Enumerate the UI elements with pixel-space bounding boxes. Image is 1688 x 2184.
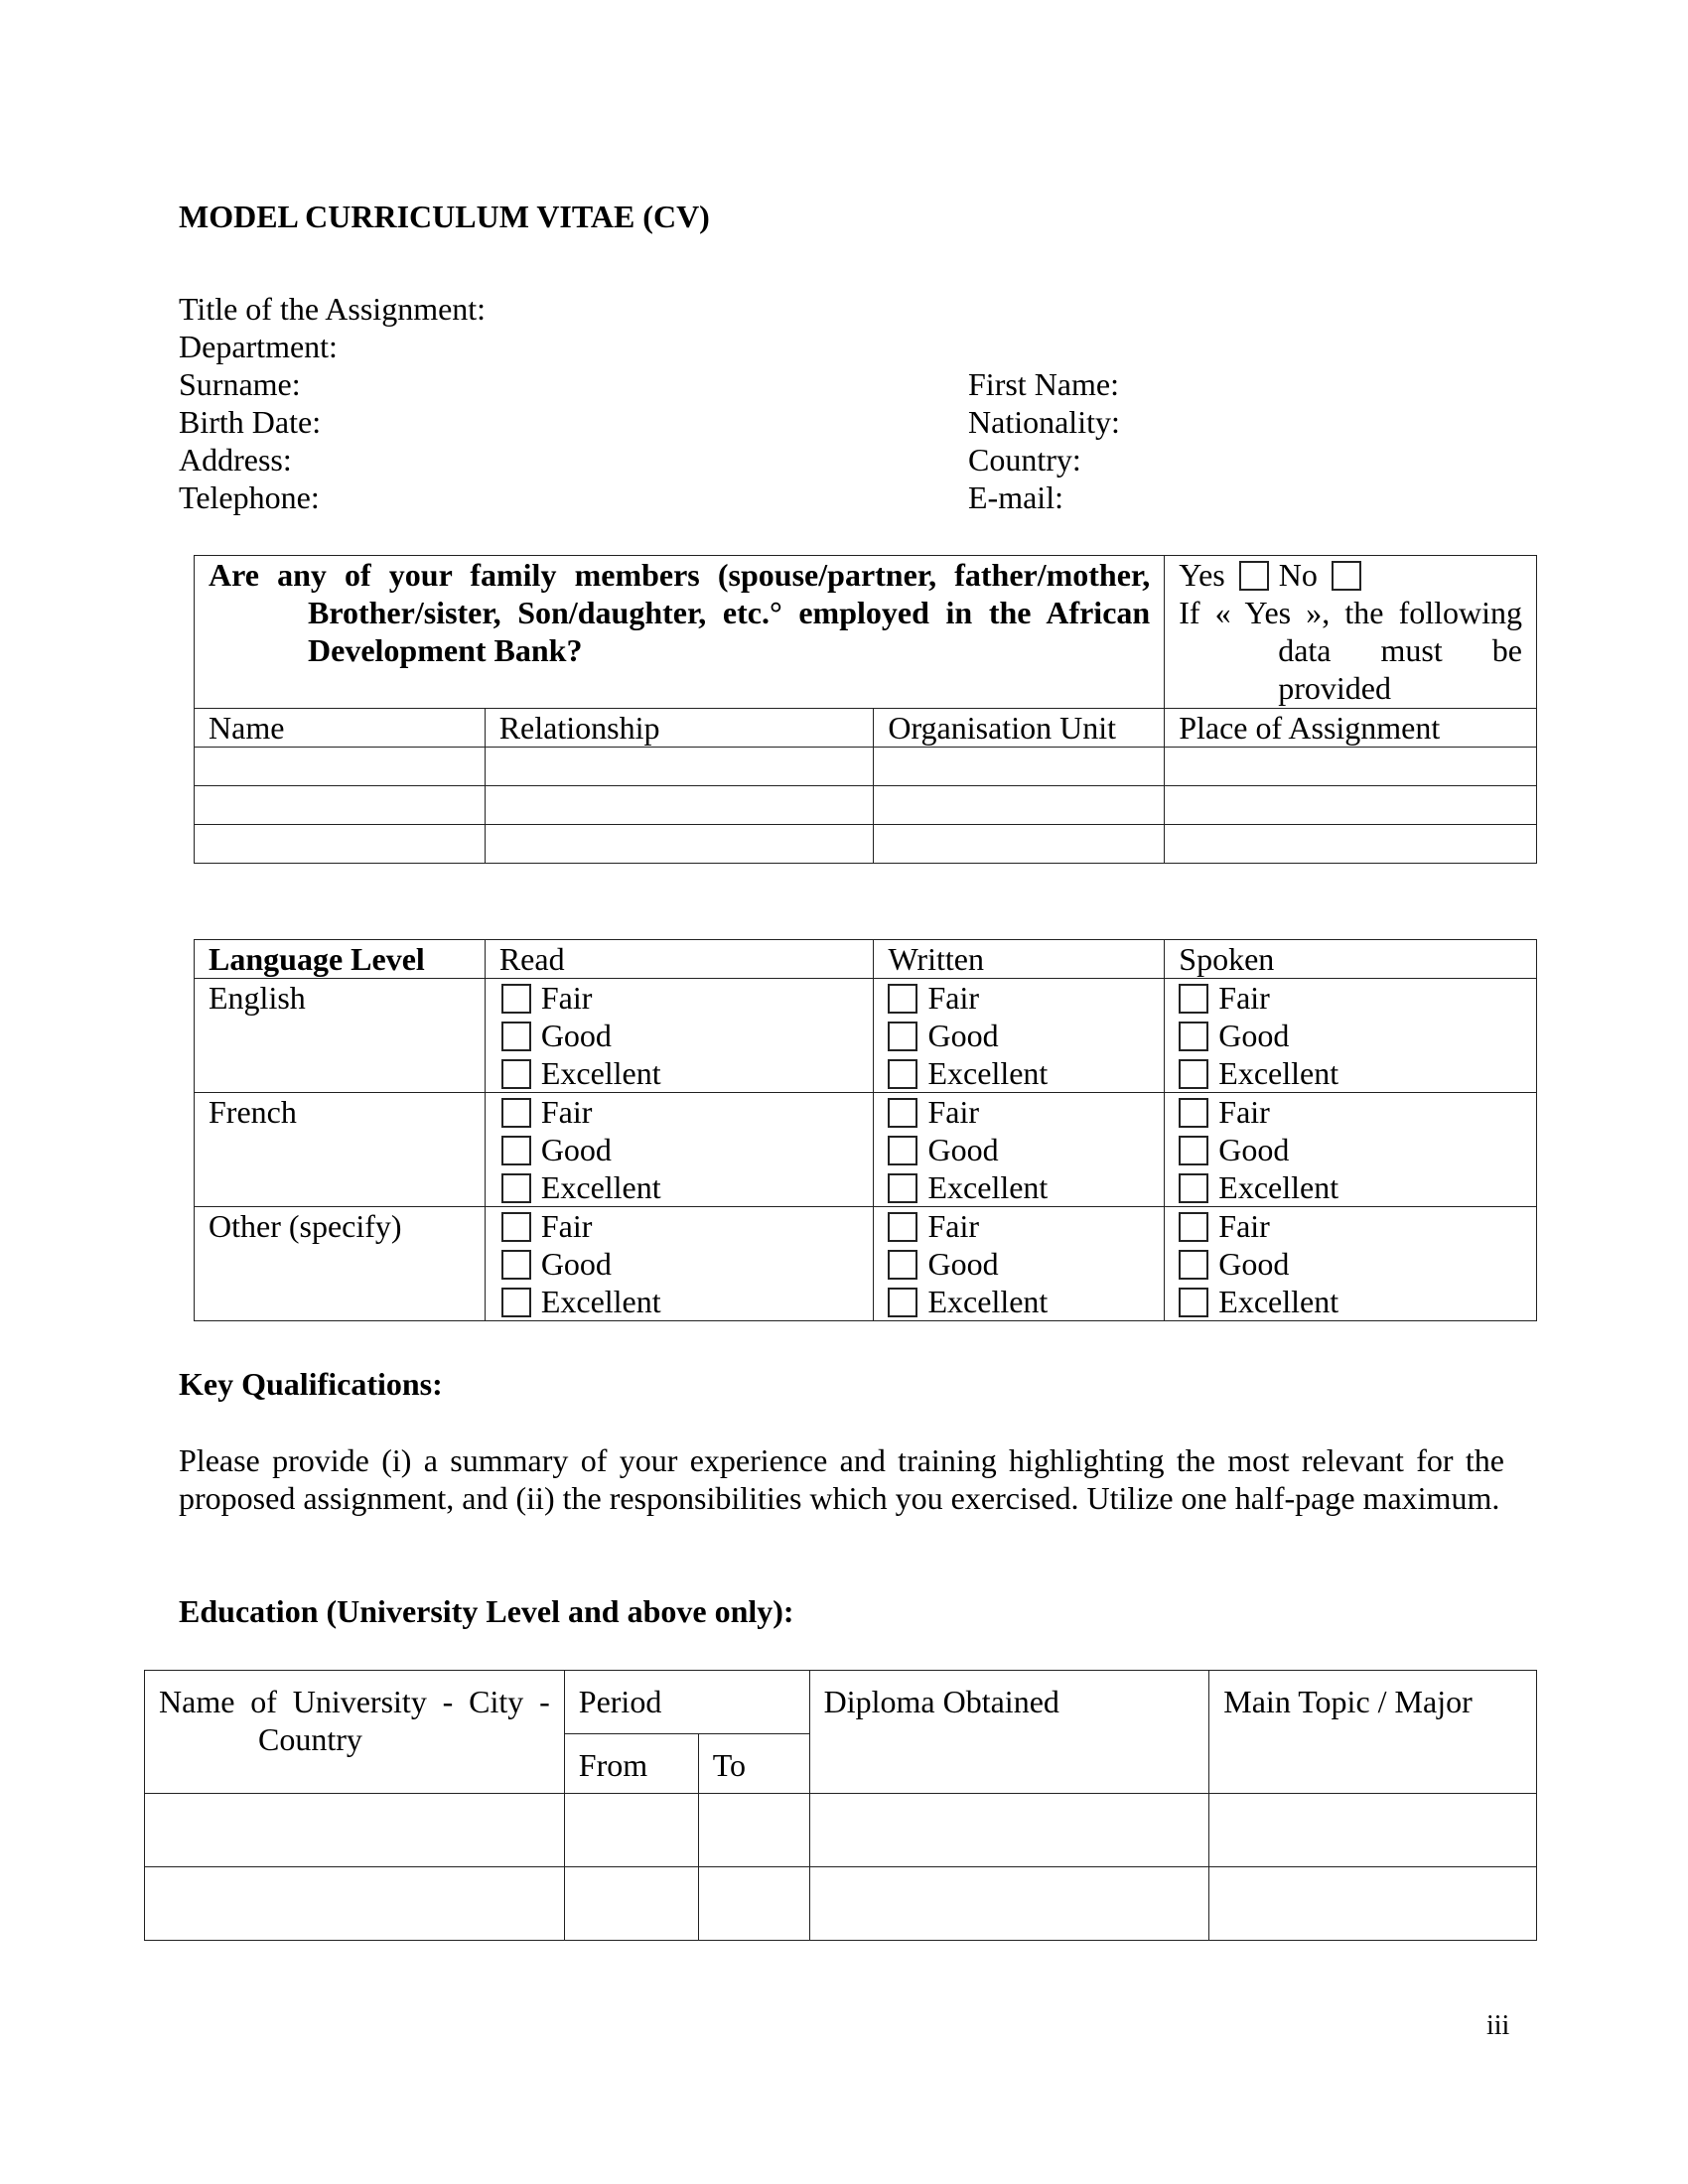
option-good: Good [1218,1132,1290,1167]
option-excellent: Excellent [927,1284,1049,1319]
family-table [194,555,1537,864]
option-fair: Fair [540,980,593,1016]
option-good: Good [540,1018,612,1053]
language-header-read: Read [485,940,874,979]
email-label: E-mail: [968,479,1063,515]
checkbox[interactable] [888,1059,917,1089]
option-good: Good [540,1246,612,1282]
option-good: Good [1218,1018,1290,1053]
family-cell[interactable] [485,825,874,864]
checkbox[interactable] [501,1250,531,1280]
language-name: Other (specify) [195,1207,486,1321]
family-cell[interactable] [195,825,486,864]
option-excellent: Excellent [540,1284,661,1319]
family-cell[interactable] [485,748,874,786]
checkbox[interactable] [501,1136,531,1165]
language-row-french [195,1093,1537,1207]
birth-date-label: Birth Date: [179,404,322,440]
education-table [144,1670,1537,1941]
family-cell[interactable] [874,786,1165,825]
edu-header-major: Main Topic / Major [1209,1671,1537,1794]
edu-cell[interactable] [145,1794,565,1867]
yes-checkbox[interactable] [1239,561,1269,591]
family-row [195,786,1537,825]
option-good: Good [927,1018,999,1053]
family-cell[interactable] [1165,786,1537,825]
edu-cell[interactable] [564,1867,698,1941]
checkbox[interactable] [1179,1136,1208,1165]
checkbox[interactable] [1179,1173,1208,1203]
edu-cell[interactable] [698,1867,809,1941]
checkbox[interactable] [888,1212,917,1242]
language-header-written: Written [874,940,1165,979]
checkbox[interactable] [888,1250,917,1280]
if-yes-line1: If « Yes », the following [1179,595,1522,630]
telephone-label: Telephone: [179,479,320,515]
option-good: Good [927,1246,999,1282]
checkbox[interactable] [501,1059,531,1089]
language-header-spoken: Spoken [1165,940,1537,979]
option-good: Good [927,1132,999,1167]
nationality-label: Nationality: [968,404,1120,440]
option-excellent: Excellent [1218,1284,1339,1319]
page-title: MODEL CURRICULUM VITAE (CV) [179,199,710,234]
country-label: Country: [968,442,1081,478]
edu-cell[interactable] [145,1867,565,1941]
option-excellent: Excellent [540,1169,661,1205]
language-name: English [195,979,486,1093]
checkbox[interactable] [888,1288,917,1317]
option-excellent: Excellent [927,1169,1049,1205]
family-header-name: Name [195,709,486,748]
no-label: No [1278,557,1318,593]
edu-header-university [145,1671,565,1794]
edu-header-university-line1: Name of University - City - [159,1684,550,1719]
checkbox[interactable] [888,1136,917,1165]
checkbox[interactable] [1179,1059,1208,1089]
edu-header-diploma: Diploma Obtained [809,1671,1209,1794]
checkbox[interactable] [501,1173,531,1203]
option-excellent: Excellent [540,1055,661,1091]
edu-cell[interactable] [809,1794,1209,1867]
checkbox[interactable] [888,1098,917,1128]
checkbox[interactable] [888,984,917,1014]
option-excellent: Excellent [1218,1169,1339,1205]
option-excellent: Excellent [927,1055,1049,1091]
family-cell[interactable] [195,748,486,786]
edu-header-university-line2: Country [258,1721,362,1757]
checkbox[interactable] [888,1173,917,1203]
family-cell[interactable] [1165,825,1537,864]
education-heading: Education (University Level and above only): [179,1593,794,1629]
checkbox[interactable] [888,1022,917,1051]
edu-header-from: From [564,1734,698,1794]
family-cell[interactable] [1165,748,1537,786]
checkbox[interactable] [501,1288,531,1317]
family-header-org-unit: Organisation Unit [874,709,1165,748]
checkbox[interactable] [501,1098,531,1128]
option-fair: Fair [540,1208,593,1244]
family-header-relationship: Relationship [485,709,874,748]
edu-header-period: Period [564,1671,809,1734]
family-row [195,748,1537,786]
option-fair: Fair [927,980,980,1016]
option-fair: Fair [927,1094,980,1130]
assignment-label: Title of the Assignment: [179,291,487,327]
key-qualifications-heading: Key Qualifications: [179,1366,443,1402]
option-good: Good [1218,1246,1290,1282]
family-cell[interactable] [874,825,1165,864]
education-row [145,1794,1537,1867]
family-cell[interactable] [874,748,1165,786]
checkbox[interactable] [501,984,531,1014]
checkbox[interactable] [1179,1212,1208,1242]
family-cell[interactable] [485,786,874,825]
checkbox[interactable] [1179,1288,1208,1317]
if-yes-line3: provided [1278,670,1391,706]
checkbox[interactable] [1179,1250,1208,1280]
family-row [195,825,1537,864]
family-header-place: Place of Assignment [1165,709,1537,748]
option-fair: Fair [540,1094,593,1130]
option-fair: Fair [1218,1208,1270,1244]
edu-cell[interactable] [564,1794,698,1867]
edu-cell[interactable] [1209,1794,1537,1867]
language-level-header: Language Level [195,940,486,979]
option-fair: Fair [1218,980,1270,1016]
if-yes-line2: data must be [1278,632,1522,668]
checkbox[interactable] [1179,1022,1208,1051]
key-qualifications-text: Please provide (i) a summary of your experience and training highlighting the most relevant for the proposed assignment, and (ii) the responsibilities which you exercised. Utilize one half-page maximum. [179,1442,1504,1516]
yes-label: Yes [1179,557,1225,593]
no-checkbox[interactable] [1332,561,1361,591]
language-row-other [195,1207,1537,1321]
checkbox[interactable] [1179,984,1208,1014]
family-question-line2: Brother/sister, Son/daughter, etc.° employed in the African [308,595,1151,630]
option-fair: Fair [1218,1094,1270,1130]
edu-cell[interactable] [809,1867,1209,1941]
option-fair: Fair [927,1208,980,1244]
family-question-line3: Development Bank? [308,632,583,668]
checkbox[interactable] [501,1212,531,1242]
surname-label: Surname: [179,366,301,402]
family-question-line1: Are any of your family members (spouse/partner, father/mother, [209,557,1151,593]
edu-header-to: To [698,1734,809,1794]
option-good: Good [540,1132,612,1167]
edu-cell[interactable] [698,1794,809,1867]
education-row [145,1867,1537,1941]
address-label: Address: [179,442,292,478]
family-question [195,556,1165,709]
checkbox[interactable] [1179,1098,1208,1128]
family-cell[interactable] [195,786,486,825]
first-name-label: First Name: [968,366,1119,402]
edu-cell[interactable] [1209,1867,1537,1941]
checkbox[interactable] [501,1022,531,1051]
page-number: iii [1486,2010,1510,2041]
department-label: Department: [179,329,338,364]
language-row-english [195,979,1537,1093]
family-answer-cell [1165,556,1537,709]
language-table [194,939,1537,1321]
language-name: French [195,1093,486,1207]
option-excellent: Excellent [1218,1055,1339,1091]
